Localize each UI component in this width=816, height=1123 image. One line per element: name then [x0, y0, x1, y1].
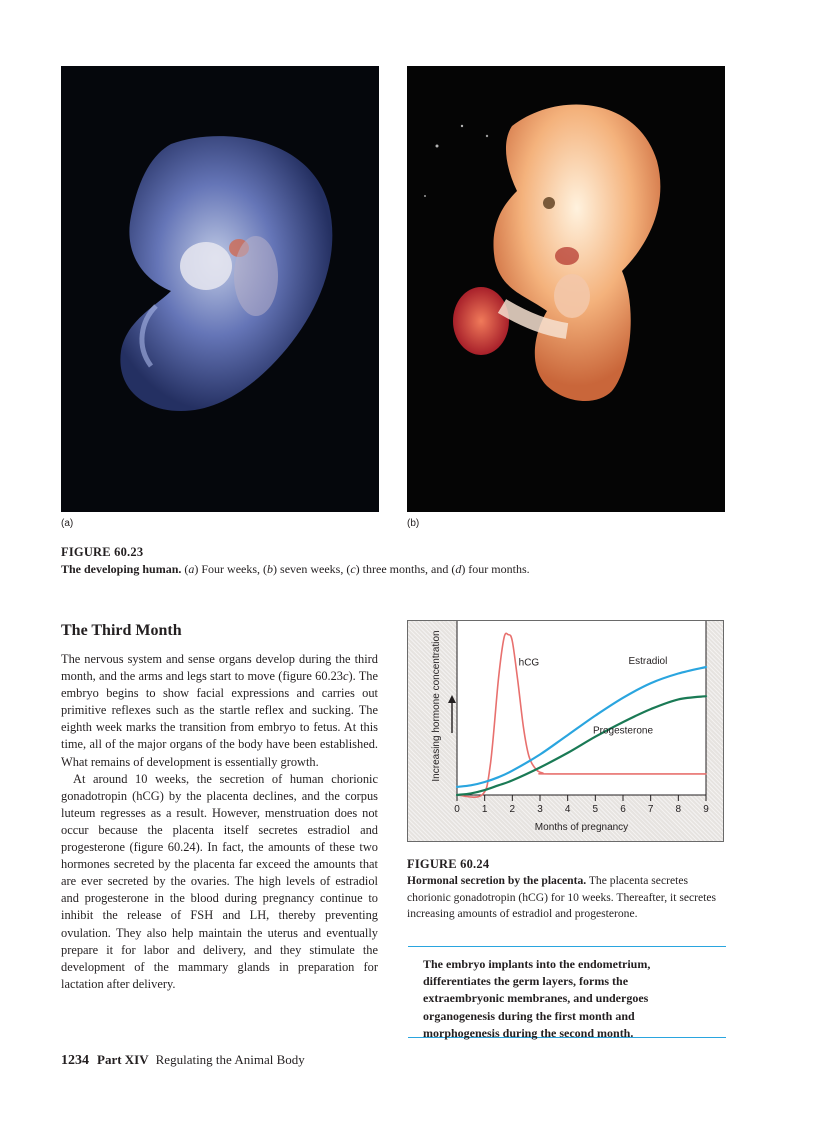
section-heading-third-month: The Third Month	[61, 622, 182, 639]
x-tick-label: 2	[509, 804, 516, 815]
figure-60-24-caption	[407, 873, 725, 923]
paragraph-1-end: ). The embryo begins to show facial expressions and carries out primitive reflexes such as the startle reflex and sucking. The eighth week marks the transition from embryo to fetus. At this time, all of the major organs of the body have been established. What remains of development is essentially growth.	[61, 669, 378, 769]
figure-60-24-caption-rest: The placenta secretes chorionic gonadotropin (hCG) for 10 weeks. Thereafter, it secretes increasing amounts of estradiol and progesterone.	[407, 874, 717, 920]
hormone-chart	[407, 620, 724, 842]
caption-text-part: ) three months, and (	[355, 562, 456, 576]
x-tick-label: 5	[592, 804, 599, 815]
caption-panel-letter: a	[188, 562, 195, 576]
photo-four-week-embryo	[61, 66, 379, 512]
y-arrow-head	[448, 695, 456, 703]
x-axis-label: Months of pregnancy	[534, 822, 629, 833]
paragraph-1-italic-c: c	[343, 669, 349, 684]
paragraph-1	[61, 651, 378, 771]
hormone-chart-svg	[408, 621, 725, 843]
figure-60-24-title: FIGURE 60.24	[407, 857, 490, 871]
plot-area	[457, 621, 706, 795]
body-text	[61, 651, 378, 993]
figure-60-23-caption	[61, 561, 761, 577]
panel-a-label: (a)	[61, 518, 74, 529]
x-tick-label: 4	[564, 804, 571, 815]
figure-60-24-caption-bold: Hormonal secretion by the placenta.	[407, 874, 587, 887]
caption-panel-letter: b	[267, 562, 274, 576]
figure-60-23-caption-bold: The developing human.	[61, 562, 182, 576]
y-axis-label: Increasing hormone concentration	[431, 630, 442, 782]
caption-panel-letter: d	[455, 562, 462, 576]
panel-b-label: (b)	[407, 518, 420, 529]
caption-panel-letter: c	[350, 562, 356, 576]
summary-text: The embryo implants into the endometrium, differentiates the germ layers, forms the extraembryonic membranes, and undergoes organogenesis during the first month and morphogenesis during the second month.	[423, 957, 651, 1040]
paragraph-2: At around 10 weeks, the secretion of human chorionic gonadotropin (hCG) by the placenta declines, and the corpus luteum regresses as a result. However, menstruation does not occur because the placenta itself secretes estradiol and progesterone (figure 60.24). In fact, the amounts of these two hormones secreted by the placenta far exceed the amounts that are ever secreted by the ovaries. The high levels of estradiol and progesterone in the blood during pregnancy continue to inhibit the release of FSH and LH, thereby preventing ovulation. They also help maintain the uterus and eventually prepare it for labor and delivery, and they stimulate the development of the mammary glands in preparation for lactation after delivery.	[61, 771, 378, 991]
x-tick-label: 0	[454, 804, 460, 815]
caption-text-part: ) seven weeks, (	[273, 562, 351, 576]
page-footer	[61, 1052, 305, 1069]
x-tick-label: 3	[537, 804, 543, 815]
x-tick-label: 6	[620, 804, 626, 815]
caption-text-part: ) four months.	[461, 562, 530, 576]
x-tick-label: 8	[675, 804, 682, 815]
figure-60-23-caption-open: (	[181, 562, 189, 576]
page-number: 1234	[61, 1053, 89, 1068]
x-tick-label: 9	[703, 804, 709, 815]
photo-seven-week-embryo	[407, 66, 725, 512]
part-title: Regulating the Animal Body	[155, 1052, 305, 1067]
part-label: Part XIV	[97, 1052, 149, 1067]
figure-60-23-title: FIGURE 60.23	[61, 545, 144, 559]
series-label-hcg: hCG	[518, 657, 540, 669]
figure-60-23-caption-text	[188, 562, 529, 576]
paragraph-1-start: The nervous system and sense organs develop during the third month, and the arms and legs start to move (figure 60.23	[61, 652, 378, 684]
series-label-progesterone: Progesterone	[592, 725, 654, 737]
summary-box	[408, 946, 726, 1038]
x-tick-label: 7	[647, 804, 654, 815]
x-tick-label: 1	[481, 804, 488, 815]
series-label-estradiol: Estradiol	[628, 655, 668, 667]
caption-text-part: ) Four weeks, (	[194, 562, 268, 576]
